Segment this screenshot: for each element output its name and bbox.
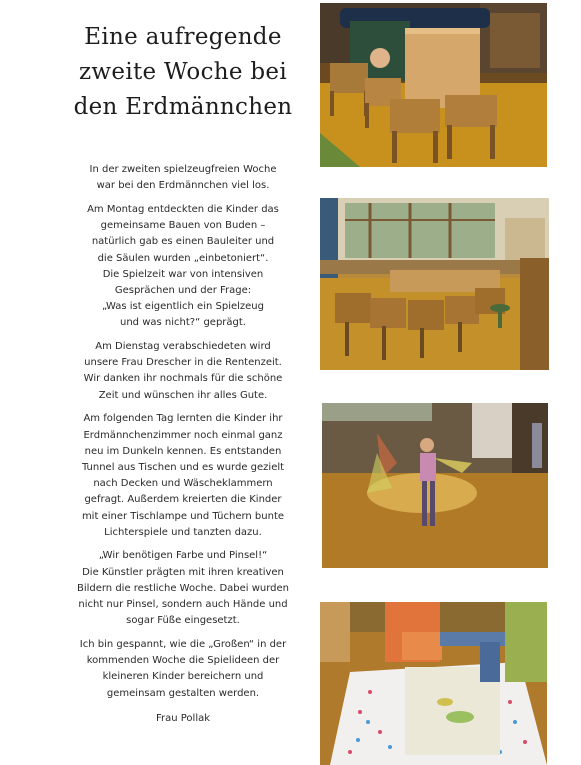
photo-painting-image bbox=[320, 602, 547, 765]
text-line: sogar Füße eingesetzt. bbox=[126, 615, 240, 627]
text-line: kleineren Kinder bereichern und bbox=[102, 671, 264, 683]
title-line: den Erdmännchen bbox=[73, 94, 293, 120]
text-line: Am Montag entdeckten die Kinder das bbox=[87, 203, 279, 215]
text-line: nach Decken und Wäscheklammern bbox=[93, 478, 273, 490]
text-line: die Säulen wurden „einbetoniert“. bbox=[97, 252, 269, 264]
signature: Frau Pollak bbox=[155, 712, 211, 724]
paragraph-tuesday bbox=[58, 339, 308, 404]
text-line: Wir danken ihr nochmals für die schöne bbox=[83, 373, 283, 385]
text-line: „Wir benötigen Farbe und Pinsel!“ bbox=[98, 550, 268, 562]
text-line: Lichterspiele und tanzten dazu. bbox=[104, 526, 262, 538]
photo-dancing-image bbox=[322, 403, 548, 568]
text-line: unsere Frau Drescher in die Rentenzeit. bbox=[84, 357, 282, 369]
text-line: gemeinsam gestalten werden. bbox=[106, 687, 260, 699]
text-line: Am folgenden Tag lernten die Kinder ihr bbox=[83, 413, 283, 425]
text-line: Zeit und wünschen ihr alles Gute. bbox=[98, 389, 268, 401]
text-line: Tunnel aus Tischen und es wurde gezielt bbox=[81, 461, 285, 473]
photo-dancing bbox=[322, 403, 548, 568]
text-line: In der zweiten spielzeugfreien Woche bbox=[89, 164, 277, 175]
text-line: nicht nur Pinsel, sondern auch Hände und bbox=[78, 599, 288, 611]
text-line: Die Künstler prägten mit ihren kreativen bbox=[82, 566, 284, 578]
text-line: Gesprächen und der Frage: bbox=[114, 284, 252, 296]
text-line: „Was ist eigentlich ein Spielzeug bbox=[102, 301, 264, 313]
photo-classroom-image bbox=[320, 198, 549, 370]
text-line: gefragt. Außerdem kreierten die Kinder bbox=[84, 494, 282, 506]
text-line: Erdmännchenzimmer noch einmal ganz bbox=[83, 429, 283, 441]
text-line: Ich bin gespannt, wie die „Großen“ in der bbox=[79, 638, 287, 650]
paragraph-monday bbox=[58, 202, 308, 332]
paragraph-painting bbox=[58, 548, 308, 629]
text-line: neu im Dunkeln kennen. Es entstanden bbox=[84, 445, 282, 457]
photo-building-den-image bbox=[320, 3, 547, 167]
text-line: kommenden Woche die Spielideen der bbox=[86, 655, 280, 667]
text-line: mit einer Tischlampe und Tüchern bunte bbox=[81, 510, 285, 522]
text-line: Am Dienstag verabschiedeten wird bbox=[95, 341, 271, 353]
photo-classroom bbox=[320, 198, 549, 370]
text-line: Die Spielzeit war von intensiven bbox=[102, 268, 264, 280]
text-line: und was nicht?“ geprägt. bbox=[120, 317, 246, 329]
article-body bbox=[58, 162, 308, 727]
page-title bbox=[58, 20, 308, 125]
text-line: gemeinsame Bauen von Buden – bbox=[100, 220, 266, 232]
text-line: war bei den Erdmännchen viel los. bbox=[96, 180, 270, 192]
title-line: Eine aufregende bbox=[84, 24, 282, 50]
paragraph-next-day bbox=[58, 411, 308, 541]
text-line: Bildern die restliche Woche. Dabei wurden bbox=[76, 582, 290, 594]
paragraph-intro bbox=[58, 162, 308, 194]
text-line: natürlich gab es einen Bauleiter und bbox=[91, 236, 275, 248]
photo-painting bbox=[320, 602, 547, 765]
paragraph-outlook bbox=[58, 637, 308, 702]
photo-building-den bbox=[320, 3, 547, 167]
title-line: zweite Woche bei bbox=[79, 59, 287, 85]
